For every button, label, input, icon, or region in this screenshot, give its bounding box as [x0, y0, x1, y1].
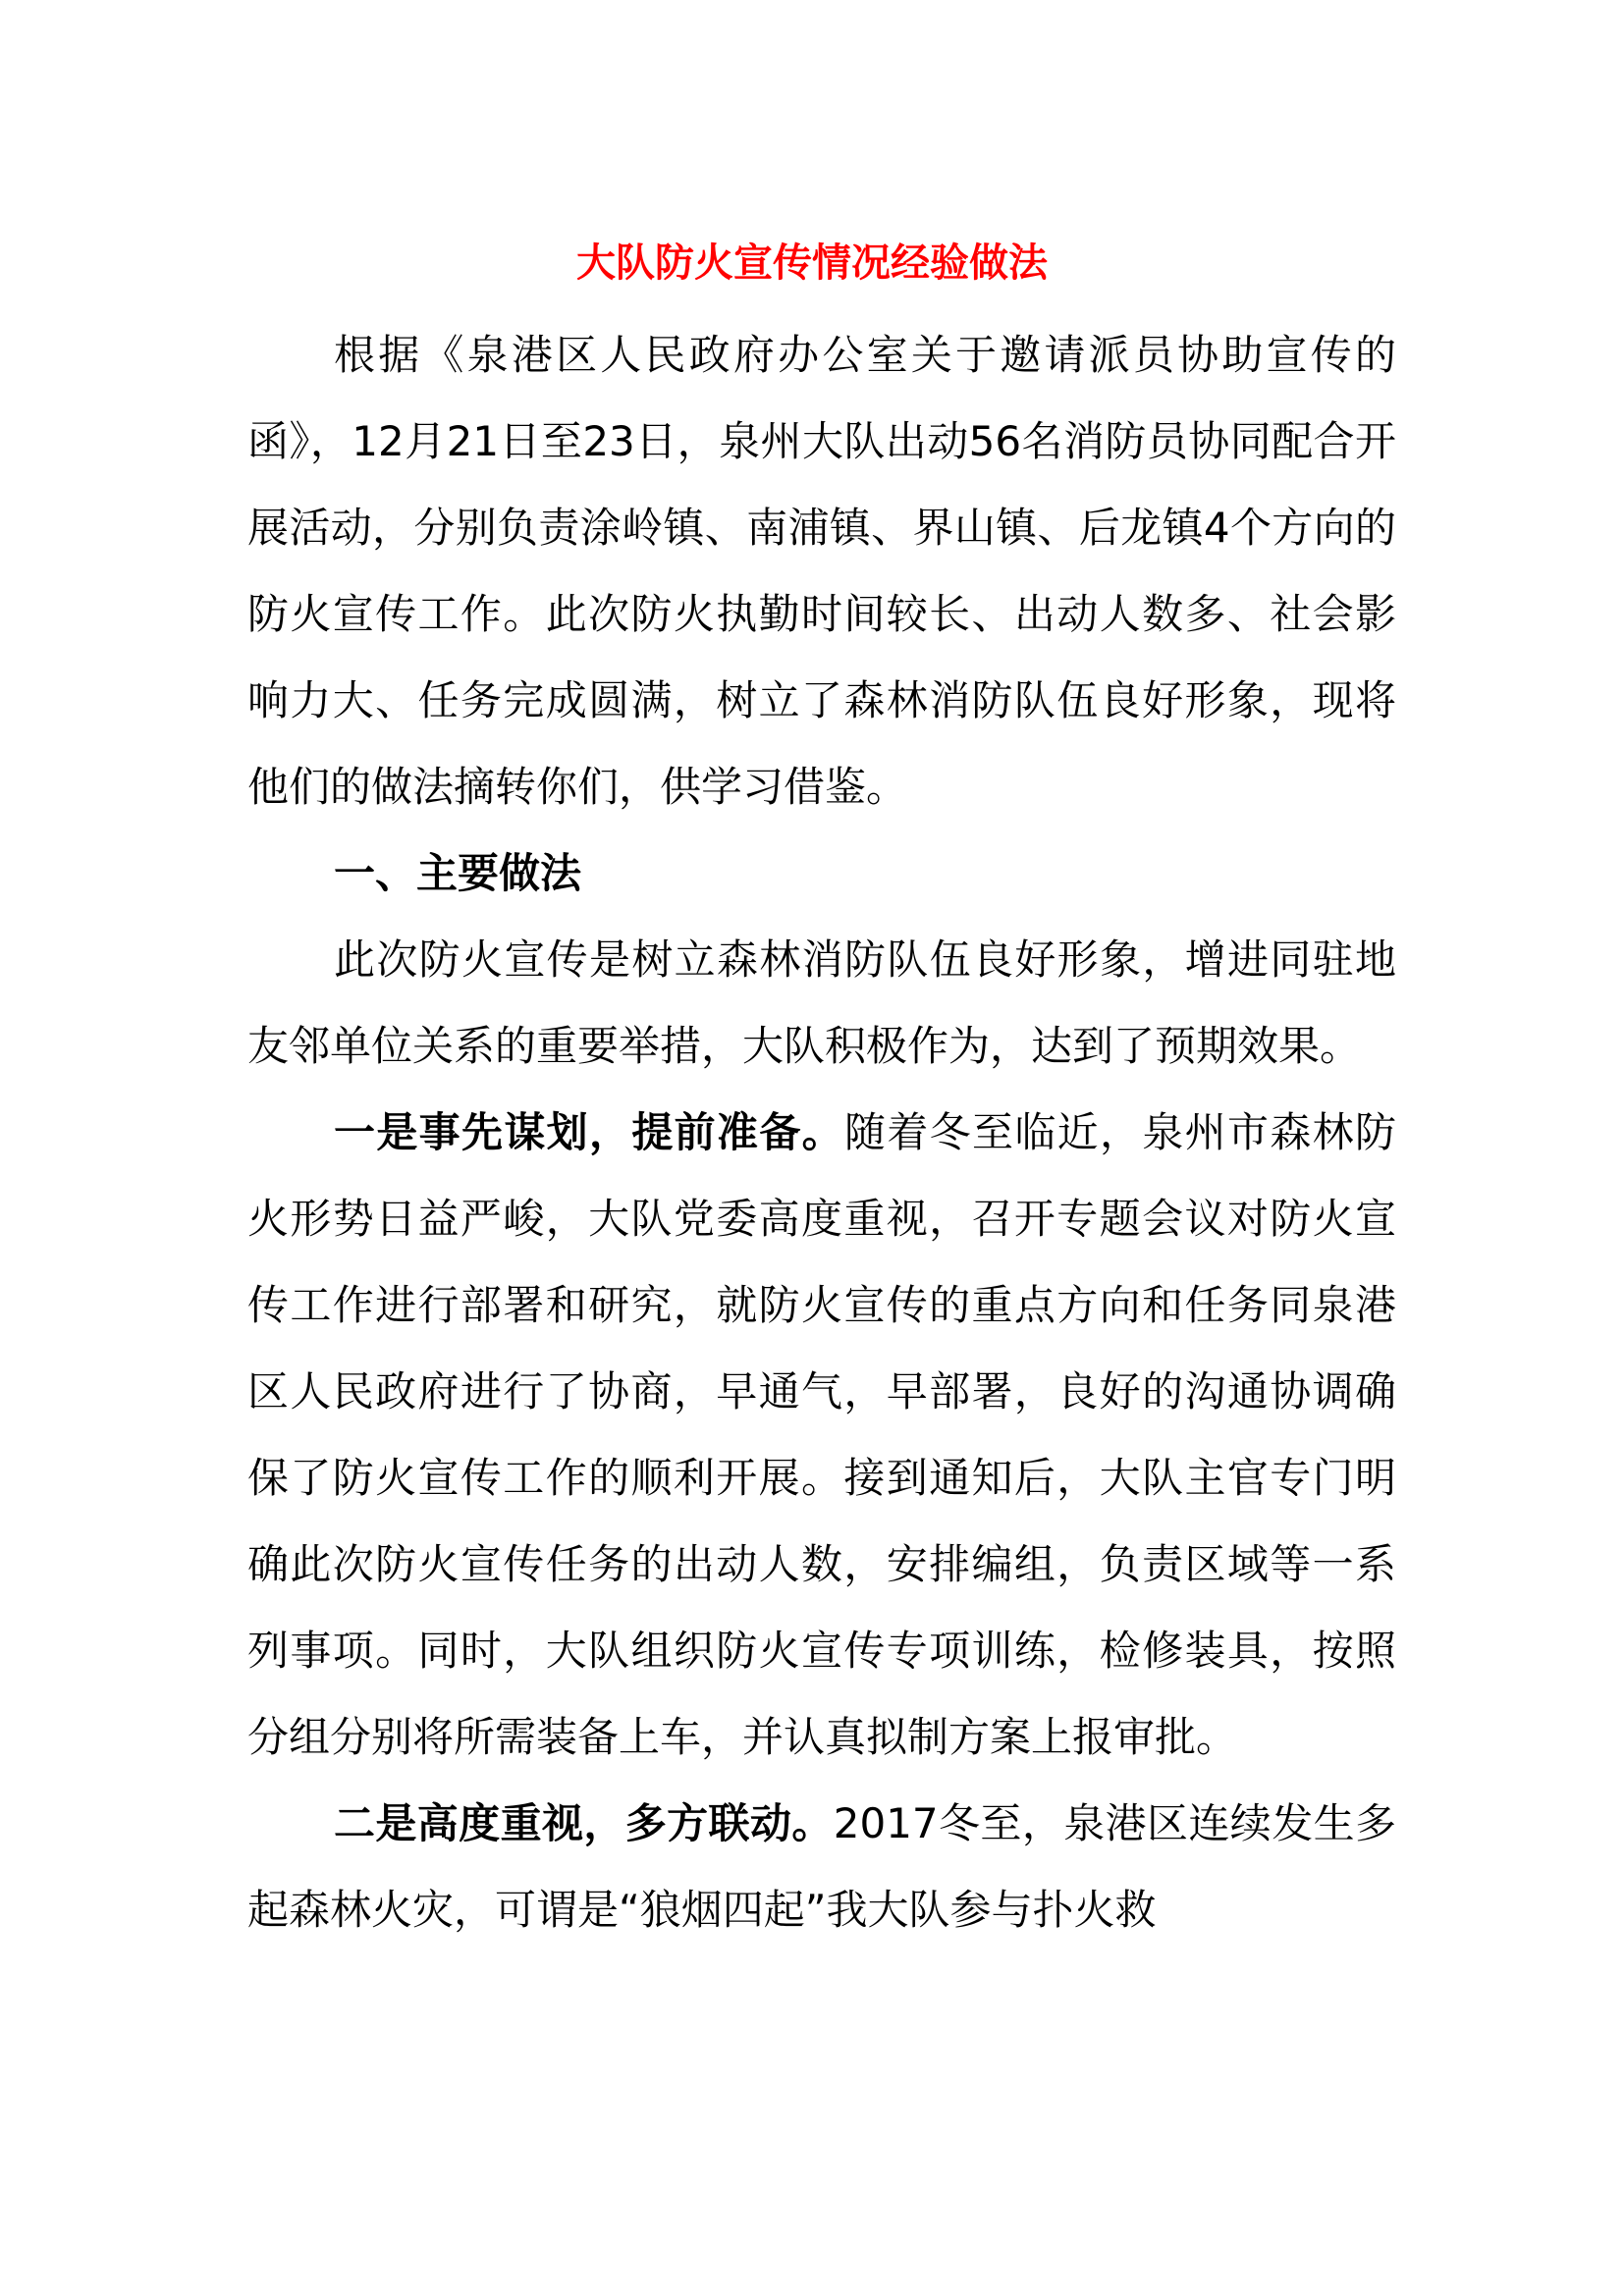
paragraph-intro: 根据《泉港区人民政府办公室关于邀请派员协助宣传的函》，12月21日至23日，泉州大队出动56名消防员协同配合开展活动，分别负责涂岭镇、南浦镇、界山镇、后龙镇4个方向的防火宣传工作。此次防火执勤时间较长、出动人数多、社会影响力大、任务完成圆满，树立了森林消防队伍良好形象，现将他们的做法摘转你们，供学习借鉴。: [247, 331, 1396, 811]
document-title: 大队防火宣传情况经验做法: [576, 240, 1048, 286]
paragraph-coordination: [247, 1781, 1396, 1953]
paragraph-lead-planning: 一是事先谋划，提前准备。: [334, 1108, 844, 1156]
document-body: [247, 312, 1396, 1953]
paragraph-planning: [247, 1090, 1396, 1781]
paragraph-text-coordination: 2017冬至，泉港区连续发生多起森林火灾，可谓是“狼烟四起”我大队参与扑火救: [247, 1799, 1396, 1934]
paragraph-lead-coordination: 二是高度重视，多方联动。: [334, 1799, 834, 1847]
paragraph-text-planning: 随着冬至临近，泉州市森林防火形势日益严峻，大队党委高度重视，召开专题会议对防火宣传工作进行部署和研究，就防火宣传的重点方向和任务同泉港区人民政府进行了协商，早通气，早部署，良好的沟通协调确保了防火宣传工作的顺利开展。接到通知后，大队主官专门明确此次防火宣传任务的出动人数，安排编组，负责区域等一系列事项。同时，大队组织防火宣传专项训练，检修装具，按照分组分别将所需装备上车，并认真拟制方案上报审批。: [247, 1108, 1396, 1761]
paragraph-overview: 此次防火宣传是树立森林消防队伍良好形象，增进同驻地友邻单位关系的重要举措，大队积极作为，达到了预期效果。: [247, 935, 1396, 1070]
section-heading-main-methods: 一、主要做法: [334, 849, 582, 897]
